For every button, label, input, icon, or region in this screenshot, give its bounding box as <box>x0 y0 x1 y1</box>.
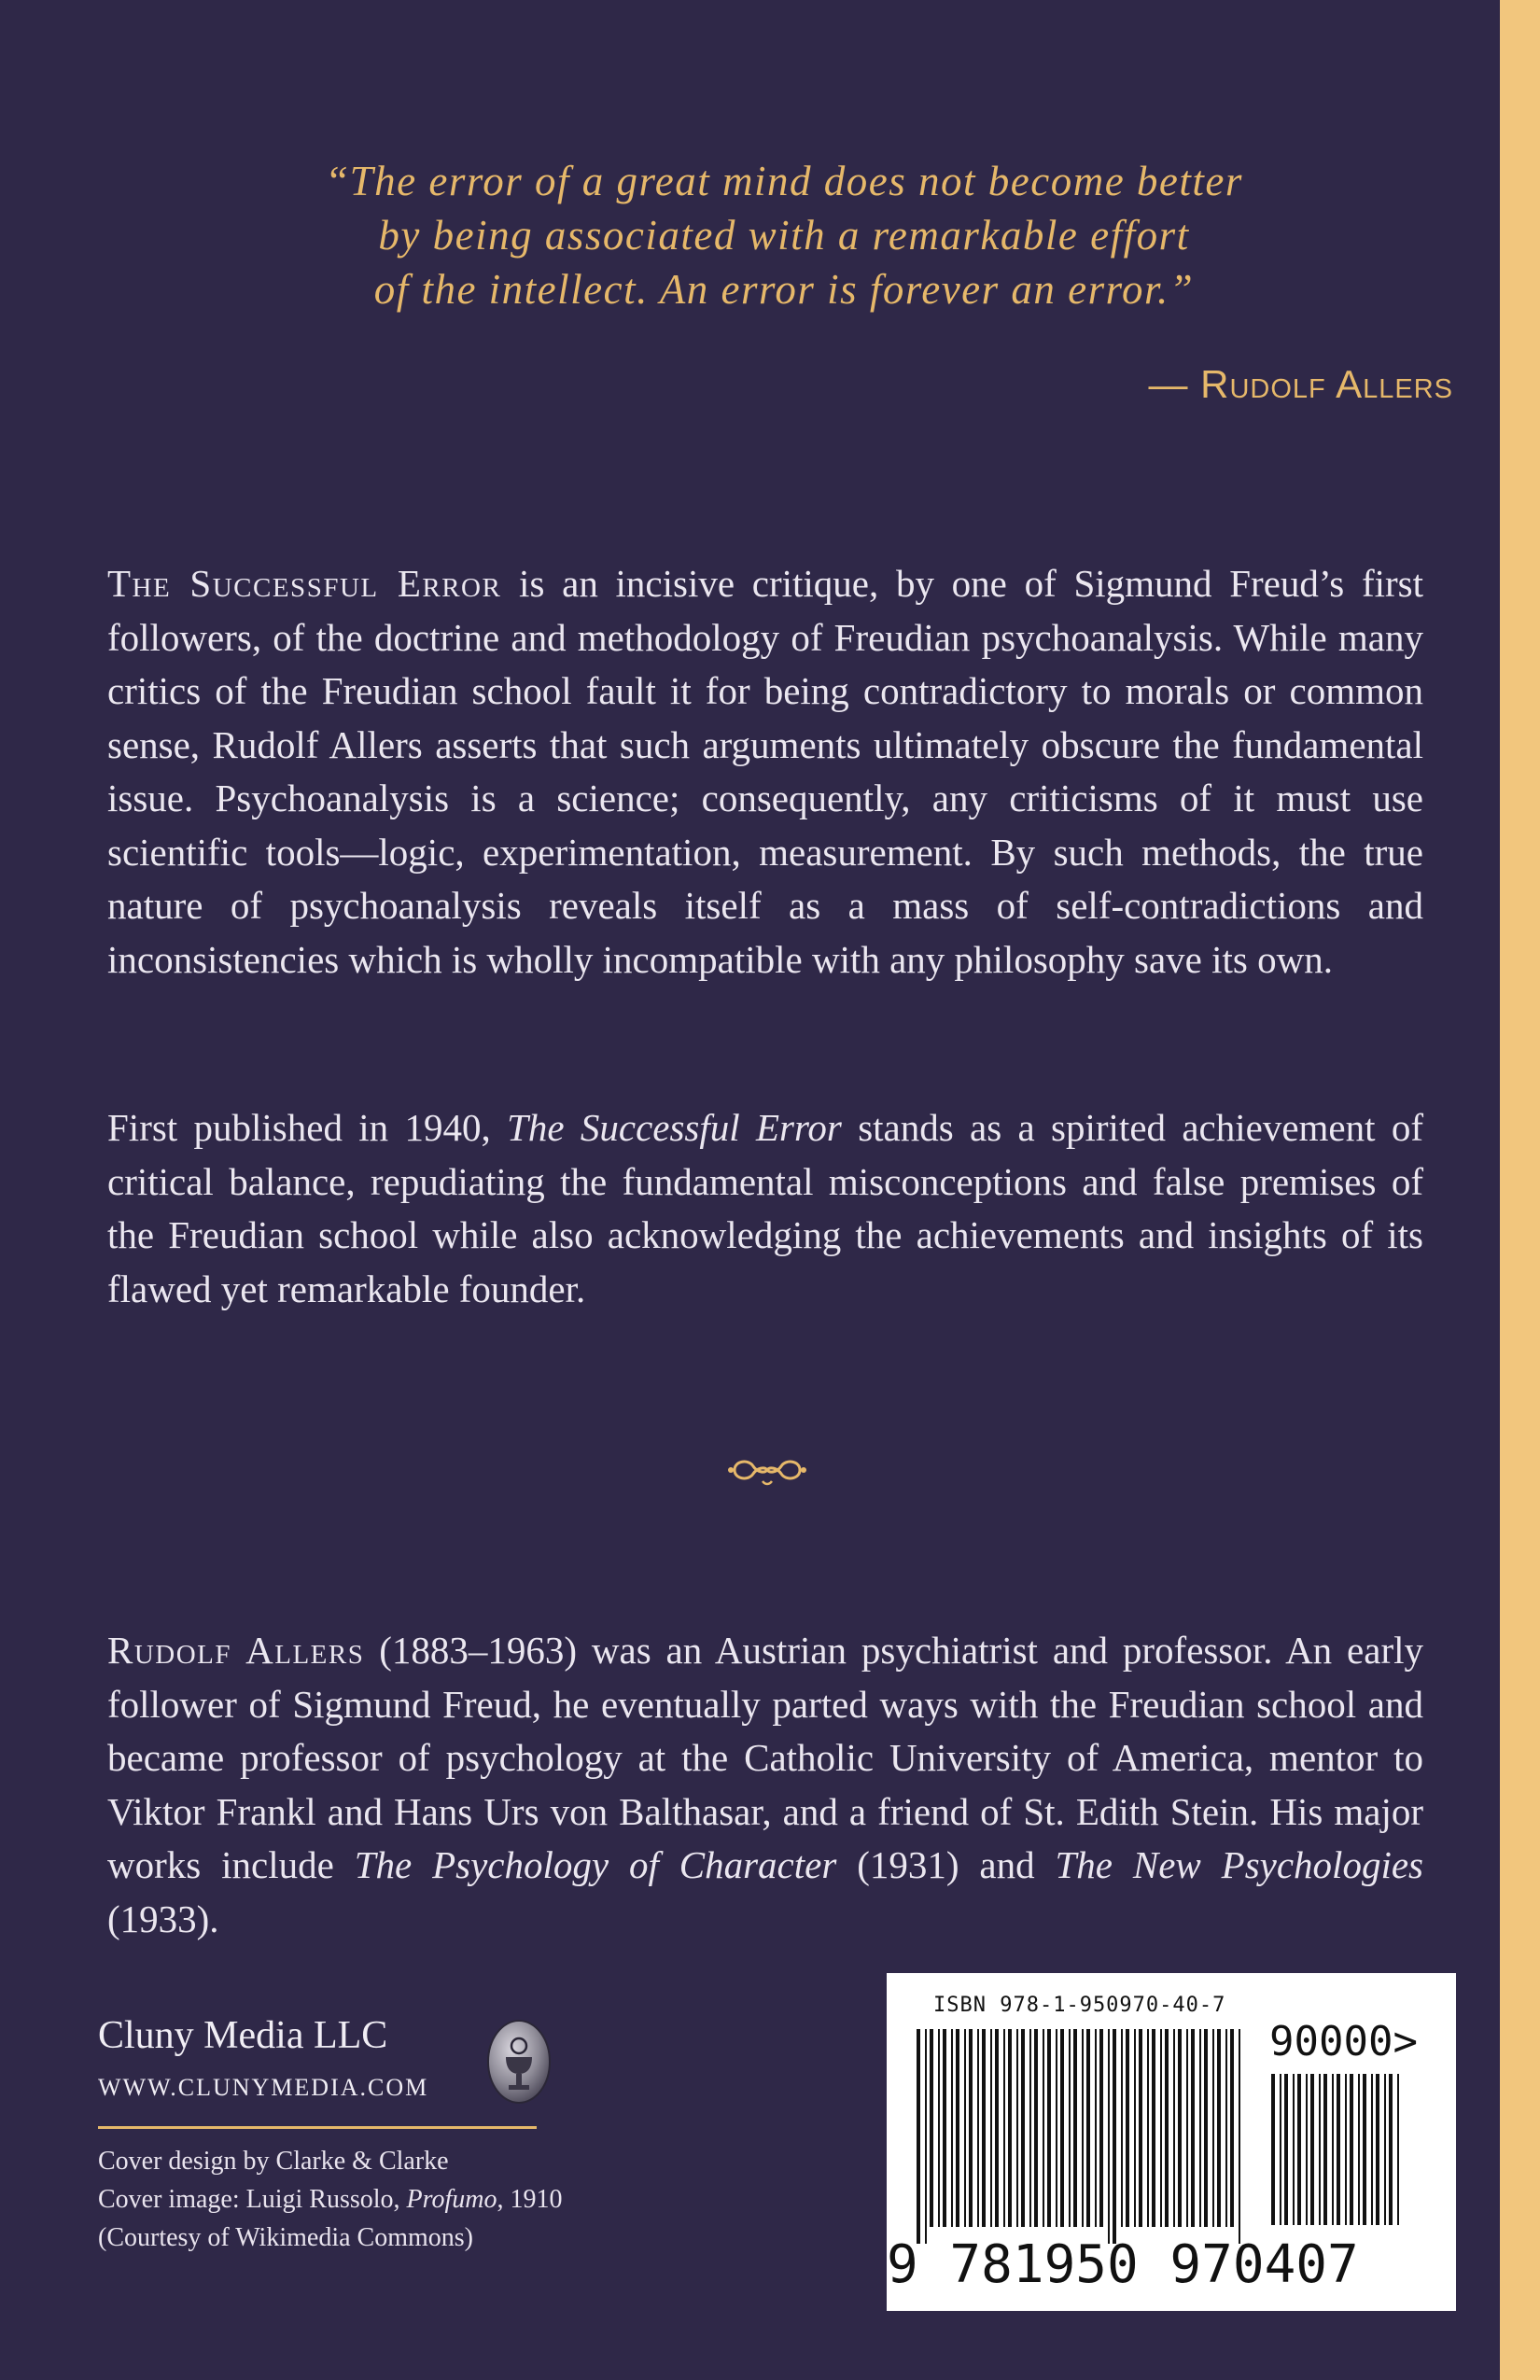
barcode-bar <box>1319 2074 1321 2225</box>
book-title-smallcaps: The Successful Error <box>107 562 502 605</box>
barcode-bar <box>1069 2029 1071 2227</box>
barcode-bar <box>1358 2074 1360 2225</box>
barcode-bar <box>1016 2029 1018 2227</box>
barcode-bar <box>930 2029 933 2227</box>
barcode-bar <box>1008 2029 1012 2227</box>
barcode-bar <box>969 2029 973 2227</box>
barcode-bar <box>1280 2074 1281 2225</box>
barcode-bar <box>1284 2074 1288 2225</box>
barcode-bar <box>1152 2029 1155 2227</box>
price-barcode-bars <box>1271 2074 1402 2242</box>
price-code: 90000> <box>1269 2018 1418 2065</box>
publisher-url: WWW.CLUNYMEDIA.COM <box>98 2074 429 2101</box>
barcode-bar <box>1337 2074 1340 2225</box>
barcode-bar <box>1239 2029 1240 2244</box>
barcode-bar <box>1297 2074 1301 2225</box>
chalice-seal-icon <box>485 2018 553 2106</box>
barcode-bar <box>1121 2029 1123 2227</box>
barcode-bar <box>1363 2074 1366 2225</box>
barcode-bar <box>1178 2029 1182 2227</box>
ornament-icon <box>725 1451 809 1489</box>
isbn-barcode <box>887 1973 1456 2311</box>
spine-strip <box>1500 0 1540 2380</box>
description-paragraph-1 <box>107 557 1423 987</box>
barcode-bar <box>1126 2029 1129 2227</box>
barcode-bar <box>1186 2029 1188 2227</box>
barcode-bar <box>990 2029 992 2227</box>
barcode-bar <box>1173 2029 1175 2227</box>
bio-text: (1933). <box>107 1897 219 1940</box>
description-paragraph-2 <box>107 1101 1423 1316</box>
barcode-bar <box>1082 2029 1084 2227</box>
bio-text: (1931) and <box>836 1843 1056 1886</box>
barcode-bar <box>1199 2029 1201 2227</box>
publisher-name: Cluny Media LLC <box>98 2014 388 2057</box>
barcode-bar <box>1217 2029 1221 2227</box>
barcode-bar <box>1376 2074 1379 2225</box>
barcode-bar <box>951 2029 953 2227</box>
description-text: First published in 1940, <box>107 1106 508 1149</box>
barcode-bar <box>1113 2029 1116 2244</box>
barcode-bar <box>1225 2029 1227 2227</box>
barcode-bar <box>1191 2029 1195 2227</box>
author-bio <box>107 1624 1423 1946</box>
bio-text: (1883–1963) was an Austrian psychiatrist and professor. An early follower of Sigmund Freud, he eventually parted ways with the Freudian school and became professor of psychology at the Catholic University of America, mentor to Viktor Frankl and Hans Urs von Balthasar, and a friend of St. Edith Stein. His major works include <box>107 1629 1423 1886</box>
quote-line: “The error of a great mind does not become better <box>325 158 1243 204</box>
cover-design-credit: Cover design by Clarke & Clarke <box>98 2147 449 2176</box>
courtesy-credit: (Courtesy of Wikimedia Commons) <box>98 2223 473 2252</box>
barcode-bar <box>1073 2029 1077 2227</box>
barcode-bar <box>1271 2074 1275 2225</box>
barcode-bar <box>1230 2029 1234 2227</box>
barcode-bar <box>1204 2029 1208 2227</box>
barcode-bar <box>1099 2029 1103 2227</box>
barcode-bar <box>1350 2074 1353 2225</box>
book-title-italic: The Successful Error <box>507 1106 842 1149</box>
barcode-bar <box>964 2029 966 2227</box>
barcode-bar <box>1003 2029 1005 2227</box>
barcode-bar <box>1165 2029 1169 2227</box>
barcode-bar <box>1056 2029 1057 2227</box>
barcode-bar <box>1086 2029 1090 2227</box>
quote-line: of the intellect. An error is forever an error.” <box>373 266 1195 313</box>
barcode-bar <box>1029 2029 1031 2227</box>
barcode-bar <box>995 2029 999 2227</box>
credits-divider <box>98 2126 537 2129</box>
barcode-bar <box>1332 2074 1334 2225</box>
barcode-bar <box>925 2029 927 2244</box>
barcode-bar <box>1212 2029 1214 2227</box>
cover-image-credit <box>98 2182 563 2218</box>
description-text: is an incisive critique, by one of Sigmund Freud’s first followers, of the doctrine and methodology of Freudian psychoanalysis. While many critics of the Freudian school fault it for being contradictory to morals or common sense, Rudolf Allers asserts that such arguments ultimately obscure the fundamental issue. Psychoanalysis is a science; consequently, any criticisms of it must use scientific tools—logic, experimentation, measurement. By such methods, the true nature of psychoanalysis reveals itself as a mass of self-contradictions and inconsistencies which is wholly incompatible with any philosophy save its own. <box>107 562 1424 981</box>
barcode-bar <box>1371 2074 1373 2225</box>
barcode-bar <box>1397 2074 1399 2225</box>
barcode-bar <box>956 2029 959 2227</box>
barcode-bar <box>977 2029 979 2227</box>
quote-attribution: — Rudolf Allers <box>1148 362 1453 406</box>
barcode-bar <box>1047 2029 1051 2227</box>
barcode-bar <box>1323 2074 1327 2225</box>
barcode-bar <box>1060 2029 1064 2227</box>
barcode-bar <box>1134 2029 1136 2227</box>
barcode-bar <box>1160 2029 1162 2227</box>
credit-text: Cover image: Luigi Russolo, <box>98 2185 407 2214</box>
barcode-bar <box>1384 2074 1386 2225</box>
artwork-title-italic: Profumo <box>406 2185 497 2214</box>
barcode-bar <box>1139 2029 1142 2227</box>
quote-line: by being associated with a remarkable effort <box>378 212 1190 259</box>
epigraph-quote <box>215 154 1353 316</box>
description-text: stands as a spirited achievement of critical balance, repudiating the fundamental misconceptions and false premises of the Freudian school while also acknowledging the achievements and insights of its flawed yet remarkable founder. <box>107 1106 1423 1310</box>
barcode-bar <box>1095 2029 1097 2227</box>
barcode-bar <box>938 2029 940 2227</box>
barcode-bars <box>917 2029 1243 2244</box>
barcode-bar <box>917 2029 920 2244</box>
barcode-bar <box>1345 2074 1347 2225</box>
barcode-bar <box>1306 2074 1308 2225</box>
author-name-smallcaps: Rudolf Allers <box>107 1629 365 1672</box>
barcode-bar <box>1389 2074 1393 2225</box>
barcode-bar <box>1108 2029 1110 2244</box>
barcode-bar <box>1021 2029 1025 2227</box>
barcode-digits: 9 781950 970407 <box>887 2234 1359 2295</box>
work-title-italic: The Psychology of Character <box>354 1843 837 1886</box>
credit-text: , 1910 <box>497 2185 563 2214</box>
barcode-bar <box>982 2029 986 2227</box>
barcode-bar <box>943 2029 946 2227</box>
isbn-label: ISBN 978-1-950970-40-7 <box>933 1994 1226 2017</box>
work-title-italic: The New Psychologies <box>1055 1843 1423 1886</box>
barcode-bar <box>1034 2029 1038 2227</box>
barcode-bar <box>1147 2029 1149 2227</box>
barcode-bar <box>1043 2029 1044 2227</box>
barcode-bar <box>1310 2074 1314 2225</box>
barcode-bar <box>1293 2074 1295 2225</box>
